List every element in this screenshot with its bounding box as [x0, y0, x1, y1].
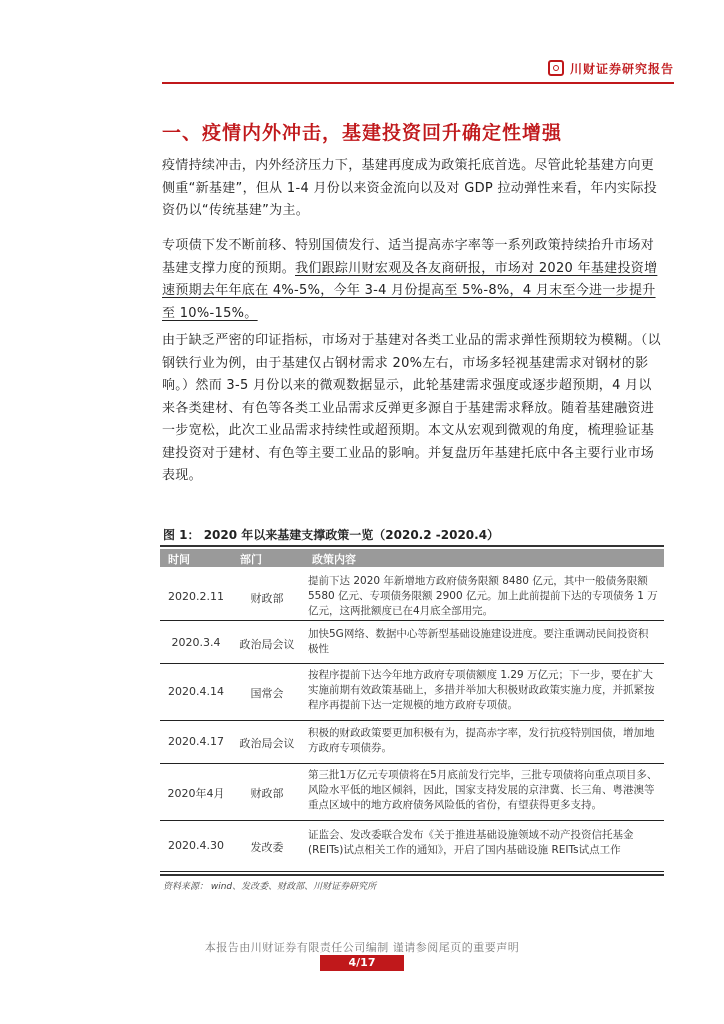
row-date: 2020年4月	[167, 787, 225, 800]
paragraph-2-highlight: 我们跟踪川财宏观及各友商研报，市场对 2020 年基建投资增速预期去年年底在 4%-5%，今年 3-4 月份提高至 5%-8%，4 月末至今进一步提升至 10%-15%。	[162, 260, 658, 321]
paragraph-2-text: 专项债下发不断前移、特别国债发行、适当提高赤字率等一系列政策持续抬升市场对基建支撑力度的预期。	[162, 238, 655, 276]
column-header-dept: 部门	[240, 553, 262, 566]
row-dept: 财政部	[250, 787, 284, 800]
row-date: 2020.4.30	[168, 839, 224, 852]
figure-source: 资料来源： wind、发改委、财政部、川财证券研究所	[163, 882, 377, 892]
table-row	[160, 570, 664, 621]
row-date: 2020.2.11	[168, 590, 224, 603]
table-row	[160, 721, 664, 764]
header-divider	[162, 82, 674, 84]
paragraph-2	[162, 235, 662, 325]
row-date: 2020.3.4	[171, 636, 221, 649]
row-dept: 政治局会议	[239, 737, 295, 750]
paragraph-1: 疫情持续冲击，内外经济压力下，基建再度成为政策托底首选。尽管此轮基建方向更侧重“新基建”，但从 1-4 月份以来资金流向以及对 GDP 拉动弹性来看，年内实际投资仍以“传统基建”为主。	[162, 158, 658, 218]
paragraph-3: 由于缺乏严密的印证指标，市场对于基建对各类工业品的需求弹性预期较为模糊。（以钢铁行业为例，由于基建仅占钢材需求 20%左右，市场多轻视基建需求对钢材的影响。）然而 3-5 月份以来的微观数据显示，此轮基建需求强度或逐步超预期，4 月以来各类建材、有色等各类工业品需求反弹更多源自于基建需求释放。随着基建融资进一步宽松，此次工业品需求持续性或超预期。本文从宏观到微观的角度，梳理验证基建投资对于建材、有色等主要工业品的影响。并复盘历年基建托底中各主要行业市场表现。	[162, 333, 661, 483]
row-dept: 发改委	[250, 841, 284, 854]
figure-top-rule	[160, 545, 664, 547]
row-content: 加快5G网络、数据中心等新型基础设施建设进度。要注重调动民间投资积极性	[308, 628, 649, 655]
column-header-content: 政策内容	[312, 553, 356, 566]
figure-bottom-rule	[160, 874, 664, 876]
row-content: 第三批1万亿元专项债将在5月底前发行完毕，三批专项债将向重点项目多、风险水平低的地区倾斜，因此，国家支持发展的京津冀、长三角、粤港澳等重点区域中的地方政府债务风险低的省份，有望获得更多支持。	[308, 769, 658, 811]
header-brand	[548, 58, 674, 78]
row-content: 提前下达 2020 年新增地方政府债务限额 8480 亿元，其中一般债务限额 5580 亿元、专项债务限额 2900 亿元。加上此前提前下达的专项债务 1 万亿元，这两批额度已在4月底全部用完。	[308, 575, 658, 617]
section-title: 一、疫情内外冲击，基建投资回升确定性增强	[162, 122, 563, 144]
row-content: 积极的财政政策要更加积极有为，提高赤字率，发行抗疫特别国债，增加地方政府专项债券。	[308, 727, 655, 754]
column-header-date: 时间	[168, 553, 190, 566]
row-date: 2020.4.14	[168, 685, 224, 698]
brand-logo-icon	[548, 60, 564, 76]
figure-title: 图 1： 2020 年以来基建支撑政策一览（2020.2 -2020.4）	[163, 528, 500, 542]
table-row	[160, 664, 664, 721]
brand-name: 川财证券研究报告	[569, 61, 674, 76]
table-row	[160, 621, 664, 664]
row-content: 证监会、发改委联合发布《关于推进基础设施领域不动产投资信托基金(REITs)试点相关工作的通知》，开启了国内基础设施 REITs试点工作	[308, 829, 634, 856]
row-dept: 财政部	[250, 592, 284, 605]
page-number: 4/17	[320, 955, 404, 971]
table-row	[160, 764, 664, 821]
row-dept: 国常会	[250, 687, 284, 700]
footer-disclaimer: 本报告由川财证券有限责任公司编制 谨请参阅尾页的重要声明	[204, 941, 520, 954]
row-content: 按程序提前下达今年地方政府专项债额度 1.29 万亿元；下一步，要在扩大实施前期有效政策基础上，多措并举加大积极财政政策实施力度，并抓紧按程序再提前下达一定规模的地方政府专项债。	[308, 669, 655, 711]
row-dept: 政治局会议	[239, 638, 295, 651]
table-header	[160, 549, 664, 567]
row-date: 2020.4.17	[168, 735, 224, 748]
table-row	[160, 821, 664, 872]
